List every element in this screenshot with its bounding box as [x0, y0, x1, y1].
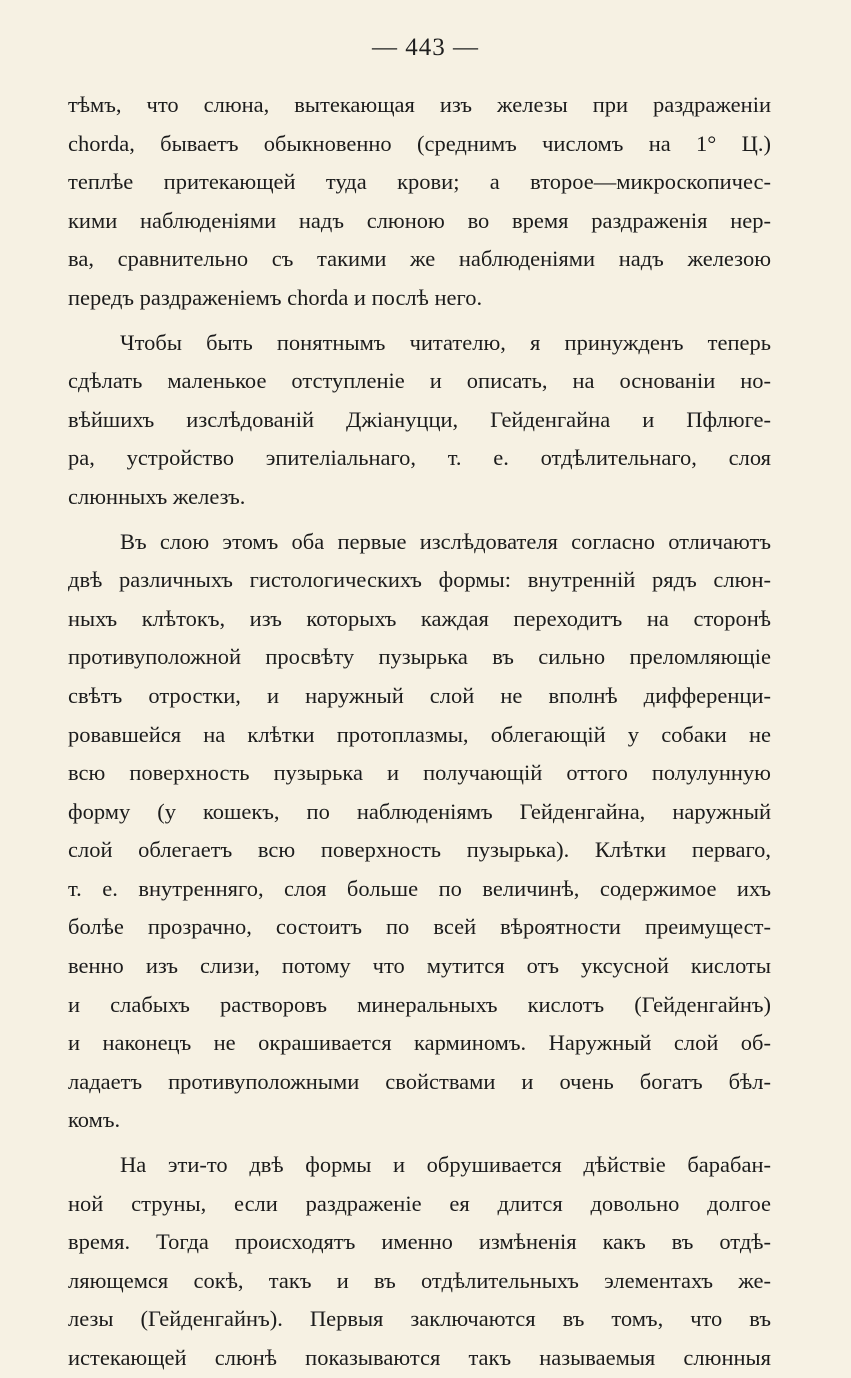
text-line: Въ слою этомъ оба первые изслѣдователя согласно отличаютъ: [120, 528, 771, 554]
text-line: противуположной просвѣту пузырька въ сильно преломляющіе: [68, 644, 771, 670]
text-line: время. Тогда происходятъ именно измѣненія какъ въ отдѣ-: [68, 1229, 771, 1255]
text-line: ра, устройство эпителіальнаго, т. е. отдѣлительнаго, слоя: [68, 445, 771, 471]
text-line: свѣтъ отростки, и наружный слой не вполнѣ дифференци-: [68, 682, 771, 708]
text-line: кими наблюденіями надъ слюною во время раздраженія нер-: [68, 207, 771, 233]
text-line: ной струны, если раздраженіе ея длится довольно долгое: [68, 1190, 771, 1216]
text-line: сдѣлать маленькое отступленіе и описать, на основаніи но-: [68, 368, 771, 394]
page-number: — 443 —: [372, 34, 479, 61]
text-line: двѣ различныхъ гистологическихъ формы: внутренній рядъ слюн-: [68, 567, 771, 593]
text-line: истекающей слюнѣ показываются такъ называемыя слюнныя: [68, 1345, 771, 1370]
text-line: ляющемся сокѣ, такъ и въ отдѣлительныхъ элементахъ же-: [68, 1267, 771, 1293]
text-line: комъ.: [68, 1107, 121, 1133]
paragraph: [68, 523, 771, 1141]
paragraph: [68, 86, 771, 318]
paragraph: [68, 1146, 771, 1378]
text-line: ныхъ клѣтокъ, изъ которыхъ каждая переходитъ на сторонѣ: [68, 605, 771, 631]
text-line: т. е. внутренняго, слоя больше по величинѣ, содержимое ихъ: [68, 875, 771, 901]
text-line: всю поверхность пузырька и получающій оттого полулунную: [68, 760, 771, 786]
text-line: и слабыхъ растворовъ минеральныхъ кислотъ (Гейденгайнъ): [68, 991, 771, 1017]
body-text: [68, 86, 771, 1378]
paragraph: [68, 324, 771, 517]
text-line: Чтобы быть понятнымъ читателю, я принужденъ теперь: [120, 329, 771, 355]
text-line: вѣйшихъ изслѣдованій Джіануцци, Гейденгайна и Пфлюге-: [68, 406, 771, 432]
text-line: теплѣе притекающей туда крови; а второе—микроскопичес-: [68, 169, 771, 195]
text-line: тѣмъ, что слюна, вытекающая изъ железы при раздраженіи: [68, 92, 771, 117]
text-line: ладаетъ противуположными свойствами и очень богатъ бѣл-: [68, 1068, 771, 1094]
text-line: лезы (Гейденгайнъ). Первыя заключаются въ томъ, что въ: [68, 1306, 771, 1332]
text-line: венно изъ слизи, потому что мутится отъ уксусной кислоты: [68, 953, 771, 979]
text-line: слюнныхъ железъ.: [68, 483, 246, 509]
text-line: передъ раздраженіемъ chorda и послѣ него.: [68, 284, 483, 310]
text-line: На эти-то двѣ формы и обрушивается дѣйствіе барабан-: [120, 1152, 771, 1178]
text-line: и наконецъ не окрашивается карминомъ. Наружный слой об-: [68, 1030, 771, 1056]
text-line: болѣе прозрачно, состоитъ по всей вѣроятности преимущест-: [68, 914, 771, 940]
text-line: ровавшейся на клѣтки протоплазмы, облегающій у собаки не: [68, 721, 771, 747]
text-line: chorda, бываетъ обыкновенно (среднимъ числомъ на 1° Ц.): [68, 130, 771, 156]
text-line: слой облегаетъ всю поверхность пузырька). Клѣтки перваго,: [68, 837, 771, 863]
text-line: ва, сравнительно съ такими же наблюденіями надъ железою: [68, 246, 771, 272]
text-line: форму (у кошекъ, по наблюденіямъ Гейденгайна, наружный: [68, 798, 771, 824]
